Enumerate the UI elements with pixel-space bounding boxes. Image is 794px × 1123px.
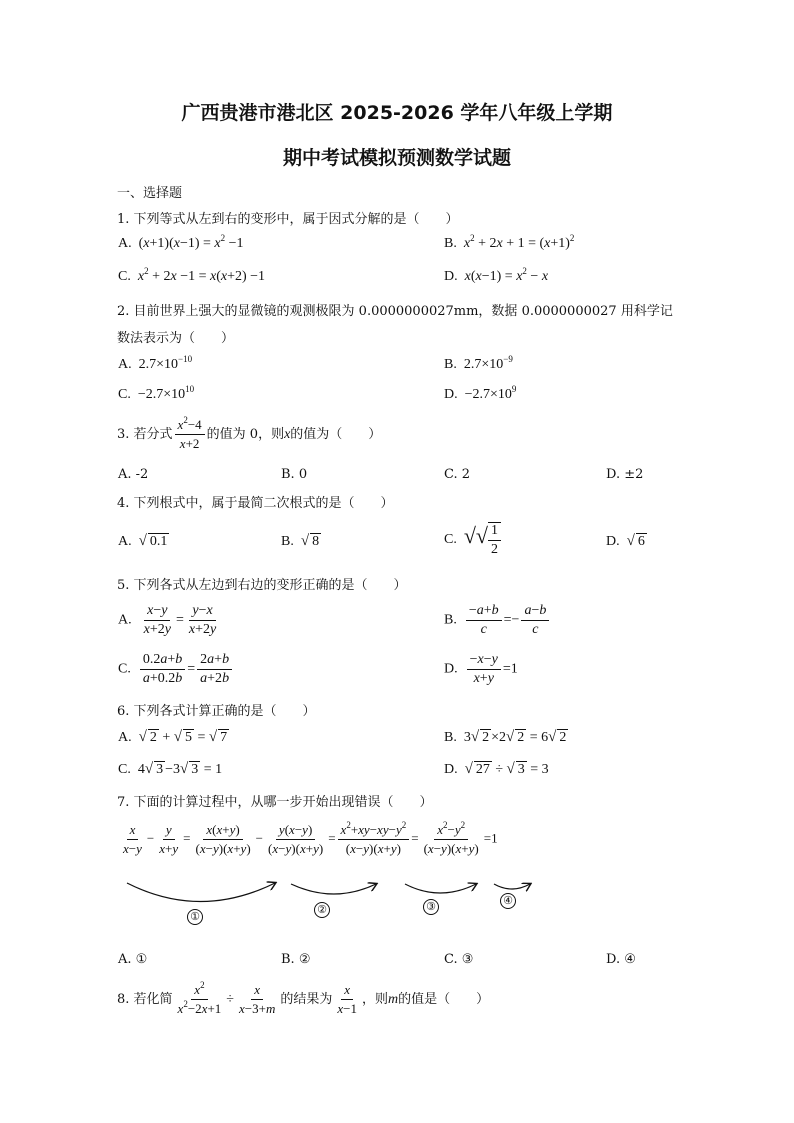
step-1-marker: ① (187, 909, 203, 925)
section-heading: 一、选择题 (117, 186, 183, 201)
q3-stem: 3. 若分式 $\frac{x^2-4}{x+2}$ 的值为 0，则x的值为（ ） (117, 415, 382, 451)
q5-option-c[interactable]: C. $\frac{0.2a+b}{a+0.2b}$ = $\frac{2a+b}{a+2b}$ (118, 652, 234, 687)
q1-option-d[interactable]: D. $x(x-1) = x^2 - x$ (444, 266, 549, 284)
step-4-arrow (494, 884, 530, 889)
q4-stem: 4. 下列根式中，属于最简二次根式的是（ ） (117, 496, 394, 511)
q6-option-c[interactable]: C. 4√ 3 −3√ 3 = 1 (118, 761, 222, 778)
q5-stem: 5. 下列各式从左边到右边的变形正确的是（ ） (117, 578, 407, 593)
step-3-marker: ③ (423, 899, 439, 915)
q3-option-a[interactable]: A. -2 (118, 467, 149, 482)
q6-option-a[interactable]: A. √ 2 + √ 5 = √ 7 (118, 729, 229, 746)
q6-option-d[interactable]: D. √ 27 ÷ √ 3 = 3 (444, 761, 549, 778)
q3-option-d[interactable]: D. ±2 (606, 467, 644, 482)
q2-stem-line-1: 2. 目前世界上强大的显微镜的观测极限为 0.0000000027mm，数据 0.0000000027 用科学记 (117, 304, 673, 319)
q1-option-b[interactable]: B. $x^2 + 2x + 1 = (x+1)^2$ (444, 233, 575, 251)
step-2-marker: ② (314, 902, 330, 918)
step-3-arrow (405, 884, 476, 893)
q8-stem: 8. 若化简 $\frac{x^2}{x^2-2x+1}$ ÷ $\frac{x}{x-3+m}$ 的结果为 $\frac{x}{x-1}$ ，则m的值是（ ） (117, 980, 490, 1016)
q3-option-b[interactable]: B. 0 (281, 467, 308, 482)
q7-calculation: $\frac{x}{x-y}$ − $\frac{y}{x+y}$ = $\frac{x(x+y)}{(x-y)(x+y)}$ − $\frac{y(x-y)}{(x-y)(x+y)}$ = $\frac{x^2+xy-xy-y^2}{(x-y)(x+y)}$ = $\frac{x^2-y^2}{(x-y)(x+y)}$ =1 (123, 820, 498, 856)
q5-option-a[interactable]: A. $\frac{x-y}{x+2y}$ = $\frac{y-x}{x+2y}$ (118, 603, 217, 637)
q7-option-b[interactable]: B. ② (281, 952, 311, 967)
q5-option-d[interactable]: D. $\frac{-x-y}{x+y}$ =1 (444, 652, 518, 686)
step-4-marker: ④ (500, 893, 516, 909)
q7-stem: 7. 下面的计算过程中，从哪一步开始出现错误（ ） (117, 795, 433, 810)
q7-option-d[interactable]: D. ④ (606, 952, 636, 967)
q5-option-b[interactable]: B. $\frac{-a+b}{c}$ =− $\frac{a-b}{c}$ (444, 603, 551, 638)
q7-option-c[interactable]: C. ③ (444, 952, 474, 967)
q2-option-c[interactable]: C. $-2.7\times 10^{10}$ (118, 384, 195, 402)
step-1-arrow (127, 883, 275, 902)
q4-option-b[interactable]: B. √ 8 (281, 533, 321, 550)
q7-option-a[interactable]: A. ① (118, 952, 148, 967)
q2-option-d[interactable]: D. $-2.7\times 10^9$ (444, 384, 517, 402)
step-2-arrow (291, 884, 376, 894)
title-line-2: 期中考试模拟预测数学试题 (282, 147, 511, 169)
q1-stem: 1. 下列等式从左到右的变形中，属于因式分解的是（ ） (117, 212, 459, 227)
q6-stem: 6. 下列各式计算正确的是（ ） (117, 704, 316, 719)
q4-option-d[interactable]: D. √ 6 (606, 533, 647, 550)
q1-option-a[interactable]: A. $(x+1)(x-1) = x^2 -1$ (118, 233, 244, 251)
q6-option-b[interactable]: B. 3√ 2 ×2√ 2 = 6√ 2 (444, 729, 568, 746)
q1-option-c[interactable]: C. $x^2 + 2x -1 = x(x+2) -1$ (118, 266, 266, 284)
q3-option-c[interactable]: C. 2 (444, 467, 471, 482)
q2-option-a[interactable]: A. $2.7\times 10^{-10}$ (118, 354, 193, 372)
q2-stem-line-2: 数法表示为（ ） (117, 331, 235, 346)
q4-option-c[interactable]: C. √ √ $\frac{1}{2}$ (444, 522, 503, 558)
q4-option-a[interactable]: A. √ 0.1 (118, 533, 169, 550)
q2-option-b[interactable]: B. $2.7\times 10^{-9}$ (444, 354, 513, 372)
title-line-1: 广西贵港市港北区 2025-2026 学年八年级上学期 (181, 102, 613, 124)
